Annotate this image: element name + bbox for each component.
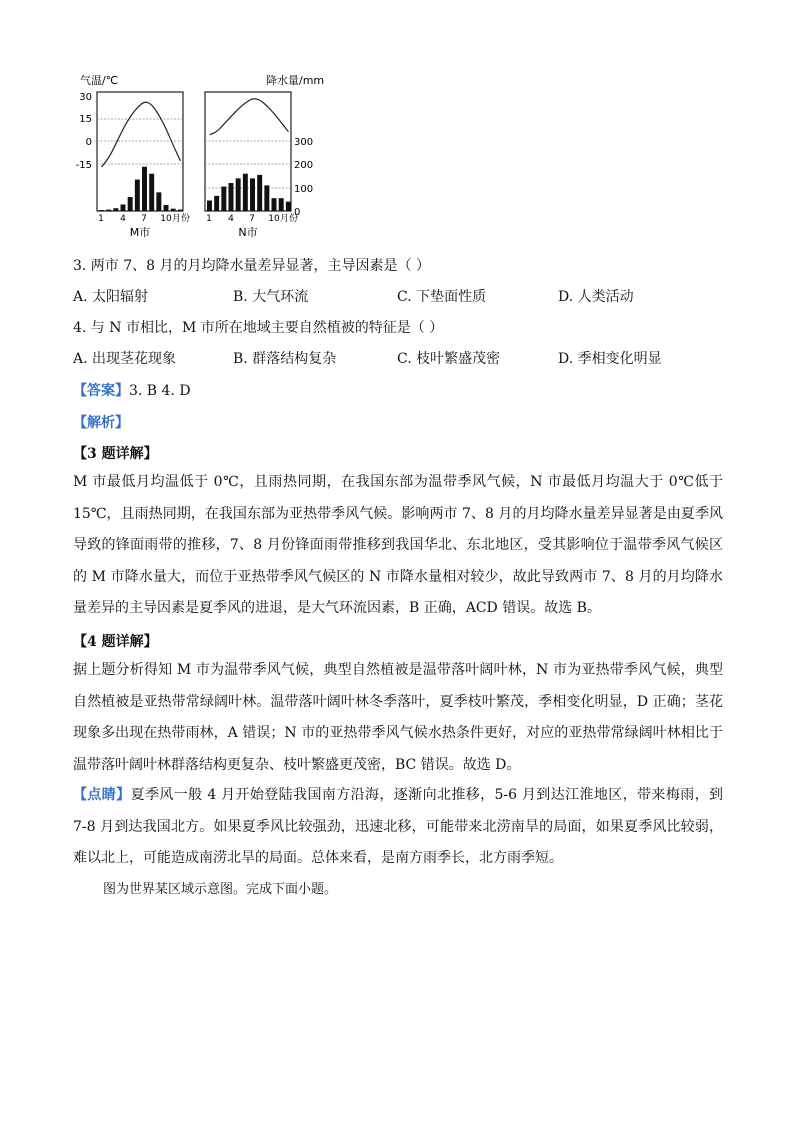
precipitation-bar	[272, 198, 277, 211]
m-chart-x-unit: 月份	[172, 214, 191, 224]
precipitation-bar	[156, 192, 161, 211]
m-chart-y-tick: 30	[79, 92, 92, 103]
n-chart-y-tick: 100	[294, 184, 314, 195]
m-chart-x-tick: 10	[160, 214, 172, 224]
n-chart-frame	[205, 92, 291, 211]
precipitation-bar	[243, 174, 248, 211]
tip-paragraph	[73, 780, 723, 875]
precipitation-bar	[236, 178, 241, 211]
q3-detail-label: 【3 题详解】	[73, 446, 158, 462]
n-chart-x-tick: 10	[268, 214, 280, 224]
precipitation-bar	[149, 174, 154, 211]
precipitation-bar	[164, 205, 169, 211]
question-3-stem: 3. 两市 7、8 月的月均降水量差异显著，主导因素是（ ）	[73, 258, 430, 274]
n-chart-y-tick: 0	[294, 207, 301, 218]
n-chart-y-label: 降水量/mm	[266, 74, 325, 87]
q3-option-c[interactable]: C. 下垫面性质	[397, 289, 487, 305]
precipitation-bar	[135, 180, 140, 211]
precipitation-bar	[229, 183, 234, 211]
m-chart-x-tick: 4	[120, 214, 126, 224]
q4-detail-text: 据上题分析得知 M 市为温带季风气候，典型自然植被是温带落叶阔叶林，N 市为亚热带季风气候，典型自然植被是亚热带常绿阔叶林。温带落叶阔叶林冬季落叶，夏季枝叶繁茂，季相变化明显，D 正确；茎花现象多出现在热带雨林，A 错误；N 市的亚热带季风气候水热条件更好，对应的亚热带常绿阔叶林相比于温带落叶阔叶林群落结构更复杂、枝叶繁盛更茂密，BC 错误。故选 D。	[73, 662, 723, 773]
precipitation-bar	[257, 175, 262, 211]
precipitation-bar	[279, 198, 284, 211]
m-chart-y-tick: -15	[75, 160, 92, 171]
n-city-climate-chart	[205, 73, 324, 239]
precipitation-bar	[106, 210, 111, 211]
precipitation-bar	[207, 201, 212, 211]
q3-option-b[interactable]: B. 大气环流	[233, 289, 309, 305]
n-chart-x-tick: 7	[249, 214, 255, 224]
q4-detail-label: 【4 题详解】	[73, 634, 158, 650]
precipitation-bar	[250, 178, 255, 211]
n-chart-x-tick: 4	[228, 214, 234, 224]
answer-label: 【答案】	[73, 383, 129, 399]
n-temperature-curve	[210, 99, 289, 135]
m-city-climate-chart	[76, 73, 190, 239]
q4-option-c[interactable]: C. 枝叶繁盛茂密	[397, 351, 501, 367]
n-chart-y-tick: 300	[294, 137, 314, 148]
precipitation-bar	[214, 196, 219, 211]
precipitation-bar	[121, 204, 126, 211]
question-4-stem: 4. 与 N 市相比，M 市所在地域主要自然植被的特征是（ ）	[73, 320, 444, 336]
answer-text: 3. B 4. D	[129, 383, 191, 399]
n-chart-title: N市	[238, 226, 258, 239]
m-chart-y-label: 气温/℃	[80, 74, 119, 87]
answer-line	[73, 380, 191, 400]
m-chart-x-tick: 1	[98, 214, 104, 224]
n-chart-x-tick: 1	[206, 214, 212, 224]
precipitation-bar	[171, 209, 176, 211]
precipitation-bar	[264, 185, 269, 211]
tip-text: 夏季风一般 4 月开始登陆我国南方沿海，逐渐向北推移，5-6 月到达江淮地区，带来梅雨，到 7-8 月到达我国北方。如果夏季风比较强劲，迅速北移，可能带来北涝南旱的局面，如果夏季风比较弱，难以北上，可能造成南涝北旱的局面。总体来看，是南方雨季长，北方雨季短。	[73, 787, 723, 866]
next-question-intro: 图为世界某区域示意图。完成下面小题。	[103, 882, 338, 897]
q3-option-a[interactable]: A. 太阳辐射	[73, 289, 149, 305]
q3-detail-text: M 市最低月均温低于 0℃，且雨热同期，在我国东部为温带季风气候，N 市最低月均温大于 0℃低于 15℃，且雨热同期，在我国东部为亚热带季风气候。影响两市 7、8 月的月均降水量差异显著是由夏季风导致的锋面雨带的推移，7、8 月份锋面雨带推移到我国华北、东北地区，受其影响位于温带季风气候区的 M 市降水量大，而位于亚热带季风气候区的 N 市降水量相对较少，故此导致两市 7、8 月的月均降水量差异的主导因素是夏季风的进退，是大气环流因素，B 正确，ACD 错误。故选 B。	[73, 474, 723, 616]
m-chart-y-tick: 0	[85, 137, 92, 148]
m-chart-y-tick: 15	[79, 114, 92, 125]
q4-option-b[interactable]: B. 群落结构复杂	[233, 351, 337, 367]
m-chart-title: M市	[129, 226, 151, 239]
climate-charts-figure	[70, 70, 340, 242]
q4-option-d[interactable]: D. 季相变化明显	[558, 351, 662, 367]
precipitation-bar	[99, 210, 104, 211]
n-chart-y-tick: 200	[294, 160, 314, 171]
tip-label: 【点睛】	[73, 787, 131, 803]
precipitation-bar	[128, 197, 133, 211]
analysis-label: 【解析】	[73, 415, 129, 431]
m-chart-frame	[97, 92, 183, 211]
q3-option-d[interactable]: D. 人类活动	[558, 289, 634, 305]
precipitation-bar	[286, 202, 291, 211]
n-chart-x-unit: 月份	[280, 214, 299, 224]
precipitation-bar	[142, 167, 147, 211]
precipitation-bar	[221, 187, 226, 211]
m-temperature-curve	[102, 102, 181, 167]
m-chart-x-tick: 7	[141, 214, 147, 224]
precipitation-bar	[113, 208, 118, 211]
precipitation-bar	[178, 210, 183, 211]
q4-option-a[interactable]: A. 出现茎花现象	[73, 351, 177, 367]
